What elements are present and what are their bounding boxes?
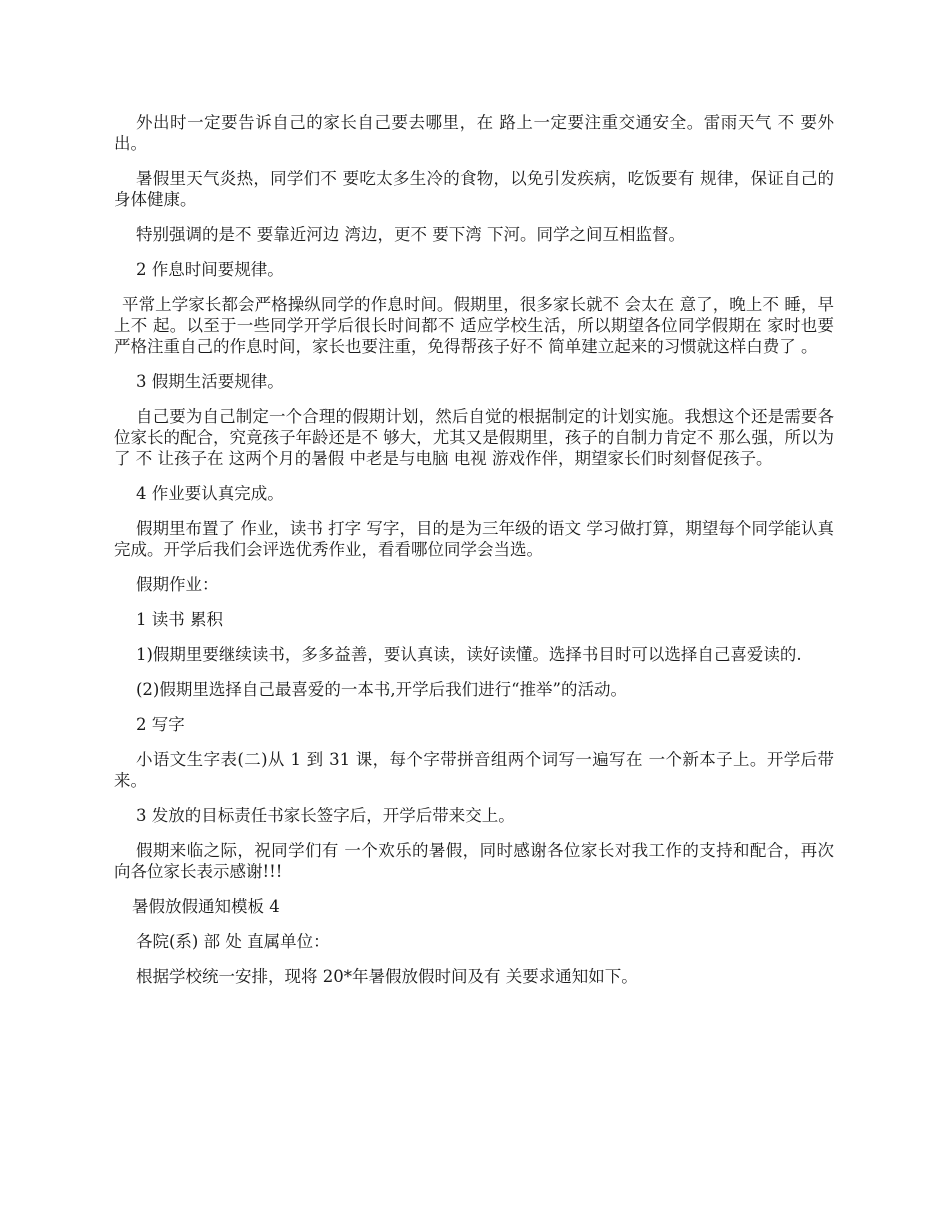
heading-writing: 2 写字 xyxy=(136,715,185,734)
paragraph-schedule: 平常上学家长都会严格操纵同学的作息时间。假期里，很多家长就不 会太在 意了，晚上不 睡，早上不 起。以至于一些同学开学后很长时间都不 适应学校生活，所以期望各位同学假期在 家时也要严格注重自己的作息时间，家长也要注重，免得帮孩子好不 简单建立起来的习惯就这样白费了 。 xyxy=(114,295,834,356)
paragraph-reading-1: 1)假期里要继续读书，多多益善，要认真读，读好读懂。选择书目时可以选择自己喜爱读的. xyxy=(136,645,802,664)
paragraph-safety-water: 特别强调的是不 要靠近河边 湾边，更不 要下湾 下河。同学之间互相监督。 xyxy=(136,225,685,244)
paragraph-writing: 小语文生字表(二)从 1 到 31 课，每个字带拼音组两个词写一遍写在 一个新本子上。开学后带来。 xyxy=(114,750,834,790)
paragraph-safety-travel: 外出时一定要告诉自己的家长自己要去哪里，在 路上一定要注重交通安全。雷雨天气 不 要外出。 xyxy=(114,113,834,153)
heading-reading: 1 读书 累积 xyxy=(136,610,223,629)
paragraph-closing: 假期来临之际，祝同学们有 一个欢乐的暑假，同时感谢各位家长对我工作的支持和配合，再次向各位家长表示感谢!!! xyxy=(114,841,834,881)
heading-template-4: 暑假放假通知模板 4 xyxy=(132,897,280,916)
heading-homework: 4 作业要认真完成。 xyxy=(136,484,284,503)
document-body xyxy=(114,112,834,1001)
paragraph-life: 自己要为自己制定一个合理的假期计划，然后自觉的根据制定的计划实施。我想这个还是需要各位家长的配合，究竟孩子年龄还是不 够大，尤其又是假期里，孩子的自制力肯定不 那么强，所以为了 不 让孩子在 这两个月的暑假 中老是与电脑 电视 游戏作伴，期望家长们时刻督促孩子。 xyxy=(114,407,834,468)
paragraph-responsibility: 3 发放的目标责任书家长签字后，开学后带来交上。 xyxy=(136,806,515,825)
paragraph-notice-intro: 根据学校统一安排，现将 20*年暑假放假时间及有 关要求通知如下。 xyxy=(136,967,638,986)
paragraph-safety-food: 暑假里天气炎热，同学们不 要吃太多生冷的食物，以免引发疾病，吃饭要有 规律，保证自己的身体健康。 xyxy=(114,169,834,209)
paragraph-homework: 假期里布置了 作业，读书 打字 写字，目的是为三年级的语文 学习做打算，期望每个同学能认真完成。开学后我们会评选优秀作业，看看哪位同学会当选。 xyxy=(114,519,834,559)
heading-life: 3 假期生活要规律。 xyxy=(136,372,284,391)
heading-holiday-homework: 假期作业： xyxy=(136,575,219,594)
heading-schedule: 2 作息时间要规律。 xyxy=(136,260,284,279)
paragraph-reading-2: (2)假期里选择自己最喜爱的一本书,开学后我们进行“推举”的活动。 xyxy=(136,680,627,699)
paragraph-addressees: 各院(系) 部 处 直属单位： xyxy=(136,932,330,951)
